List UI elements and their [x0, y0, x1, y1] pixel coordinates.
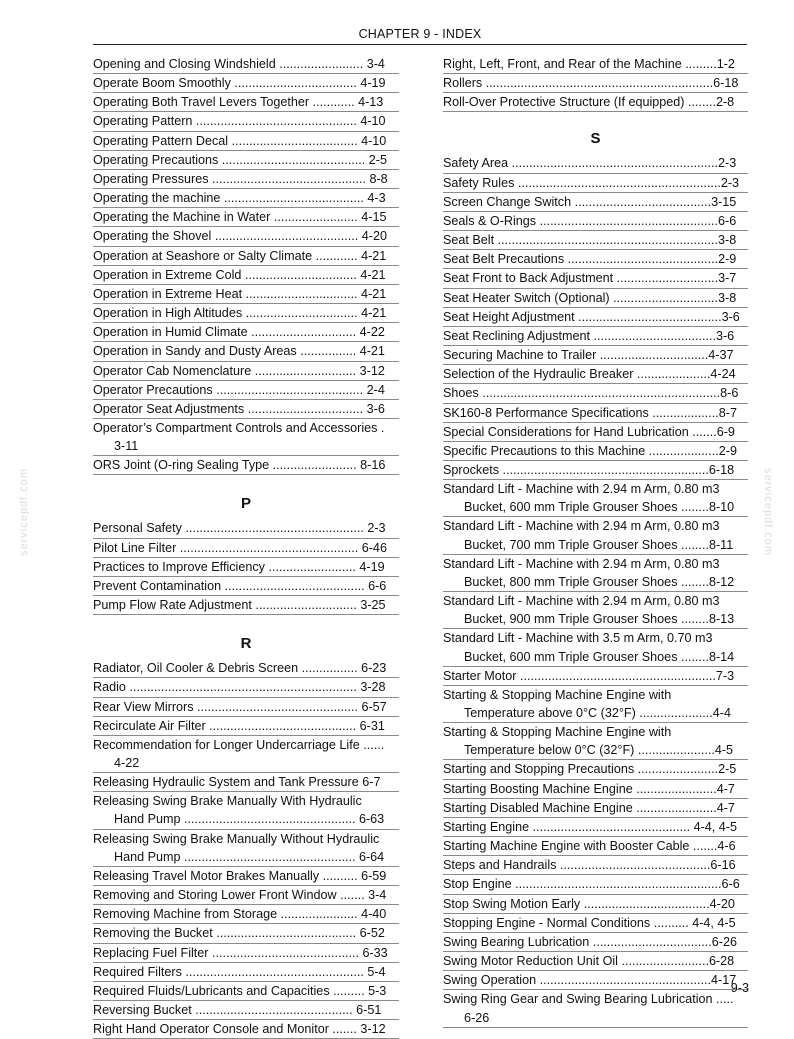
index-entry: Swing Motor Reduction Unit Oil .........................6-28 [443, 952, 748, 971]
index-entry: Screen Change Switch .......................................3-15 [443, 193, 748, 212]
index-entry: Pilot Line Filter ................................................... 6-46 [93, 539, 399, 558]
index-entry: Operation in Extreme Heat ................................ 4-21 [93, 285, 399, 304]
index-entry: Radio ................................................................. 3-28 [93, 678, 399, 697]
index-entry: Opening and Closing Windshield ........................ 3-4 [93, 55, 399, 74]
index-entry: Starting Engine ............................................. 4-4, 4-5 [443, 818, 748, 837]
index-entry: Removing Machine from Storage ...................... 4-40 [93, 905, 399, 924]
index-entry: Prevent Contamination ........................................ 6-6 [93, 577, 399, 596]
index-entry: Radiator, Oil Cooler & Debris Screen ................ 6-23 [93, 659, 399, 678]
index-entry: Removing the Bucket ........................................ 6-52 [93, 924, 399, 943]
index-entry: Starting and Stopping Precautions .......................2-5 [443, 760, 748, 779]
index-entry: Starting Machine Engine with Booster Cable .......4-6 [443, 837, 748, 856]
index-entry: Seat Belt ...............................................................3-8 [443, 231, 748, 250]
index-entry: Pump Flow Rate Adjustment ............................. 3-25 [93, 596, 399, 615]
index-entry: Standard Lift - Machine with 2.94 m Arm, 0.80 m3 Bucket, 700 mm Triple Grouser Shoes ........8-11 [443, 517, 748, 554]
index-entry: Swing Operation .................................................4-17 [443, 971, 748, 990]
index-entry: Operation in Sandy and Dusty Areas ................ 4-21 [93, 342, 399, 361]
index-entry: Operating the machine ........................................ 4-3 [93, 189, 399, 208]
section-letter-s: S [590, 130, 601, 148]
index-entry: Right Hand Operator Console and Monitor ....... 3-12 [93, 1020, 399, 1039]
index-entry: Specific Precautions to this Machine ....................2-9 [443, 442, 748, 461]
index-entry: Operating the Shovel ......................................... 4-20 [93, 227, 399, 246]
index-entry: Standard Lift - Machine with 3.5 m Arm, 0.70 m3 Bucket, 600 mm Triple Grouser Shoes ........8-14 [443, 629, 748, 666]
index-column-left [93, 55, 399, 1039]
index-entry: Roll-Over Protective Structure (If equipped) ........2-8 [443, 93, 748, 112]
index-entry: Recirculate Air Filter .......................................... 6-31 [93, 717, 399, 736]
index-entry: Starter Motor ........................................................7-3 [443, 667, 748, 686]
index-entry: Stopping Engine - Normal Conditions .......... 4-4, 4-5 [443, 914, 748, 933]
index-entry: Operator Precautions .......................................... 2-4 [93, 381, 399, 400]
index-entry: Safety Area ...........................................................2-3 [443, 154, 748, 173]
index-entry: Operating Precautions ......................................... 2-5 [93, 151, 399, 170]
index-entry: Releasing Swing Brake Manually Without Hydraulic Hand Pump ................................................. 6-64 [93, 830, 399, 867]
watermark-left: servicepdf.com [18, 468, 30, 556]
index-entry: Special Considerations for Hand Lubrication .......6-9 [443, 423, 748, 442]
index-entry: Recommendation for Longer Undercarriage Life ...... 4-22 [93, 736, 399, 773]
section-letter-p: P [240, 495, 251, 513]
index-entry: Seat Reclining Adjustment ...................................3-6 [443, 327, 748, 346]
index-entry: Seat Heater Switch (Optional) ..............................3-8 [443, 289, 748, 308]
index-entry: Rear View Mirrors .............................................. 6-57 [93, 698, 399, 717]
index-entry: ORS Joint (O-ring Sealing Type ........................ 8-16 [93, 456, 399, 475]
index-entry: Standard Lift - Machine with 2.94 m Arm, 0.80 m3 Bucket, 600 mm Triple Grouser Shoes ........8-10 [443, 480, 748, 517]
index-entry: Releasing Travel Motor Brakes Manually .......... 6-59 [93, 867, 399, 886]
index-entry: Standard Lift - Machine with 2.94 m Arm, 0.80 m3 Bucket, 800 mm Triple Grouser Shoes ........8-12 [443, 555, 748, 592]
index-entry: Stop Swing Motion Early ....................................4-20 [443, 895, 748, 914]
section-letter-r: R [240, 635, 252, 653]
index-entry: Seals & O-Rings ...................................................6-6 [443, 212, 748, 231]
index-entry: Rollers .................................................................6-18 [443, 74, 748, 93]
index-entry: Operating Pressures ............................................ 8-8 [93, 170, 399, 189]
page-number: 9-3 [730, 981, 749, 995]
index-entry: Operating Pattern Decal .................................... 4-10 [93, 132, 399, 151]
index-entry: Required Fluids/Lubricants and Capacities ......... 5-3 [93, 982, 399, 1001]
index-entry: Operator Seat Adjustments ................................. 3-6 [93, 400, 399, 419]
index-entry: Reversing Bucket ............................................. 6-51 [93, 1001, 399, 1020]
index-entry: Safety Rules ..........................................................2-3 [443, 174, 748, 193]
index-entry: Starting & Stopping Machine Engine with Temperature below 0°C (32°F) ......................4-5 [443, 723, 748, 760]
index-column-right [443, 55, 748, 1028]
index-entry: Selection of the Hydraulic Breaker .....................4-24 [443, 365, 748, 384]
index-entry: Seat Front to Back Adjustment .............................3-7 [443, 269, 748, 288]
index-entry: Operator’s Compartment Controls and Accessories . 3-11 [93, 419, 399, 456]
index-entry: Releasing Hydraulic System and Tank Pressure 6-7 [93, 773, 399, 792]
index-entry: Seat Height Adjustment .........................................3-6 [443, 308, 748, 327]
index-entry: Replacing Fuel Filter .......................................... 6-33 [93, 944, 399, 963]
index-entry: Releasing Swing Brake Manually With Hydraulic Hand Pump ................................................. 6-63 [93, 792, 399, 829]
index-entry: Starting Disabled Machine Engine .......................4-7 [443, 799, 748, 818]
index-entry: Operating Both Travel Levers Together ............ 4-13 [93, 93, 399, 112]
index-entry: Standard Lift - Machine with 2.94 m Arm, 0.80 m3 Bucket, 900 mm Triple Grouser Shoes ........8-13 [443, 592, 748, 629]
index-entry: Securing Machine to Trailer ...............................4-37 [443, 346, 748, 365]
chapter-header: CHAPTER 9 - INDEX [358, 27, 482, 41]
index-entry: Sprockets ...........................................................6-18 [443, 461, 748, 480]
watermark-right: servicepdf.com [762, 468, 774, 556]
index-entry: Operating Pattern .............................................. 4-10 [93, 112, 399, 131]
index-entry: Right, Left, Front, and Rear of the Machine .........1-2 [443, 55, 748, 74]
index-entry: Operation in Extreme Cold ................................ 4-21 [93, 266, 399, 285]
index-entry: Operation in High Altitudes ................................ 4-21 [93, 304, 399, 323]
index-entry: Operating the Machine in Water ........................ 4-15 [93, 208, 399, 227]
index-entry: Operator Cab Nomenclature ............................. 3-12 [93, 362, 399, 381]
index-entry: SK160-8 Performance Specifications ...................8-7 [443, 404, 748, 423]
index-entry: Personal Safety ................................................... 2-3 [93, 519, 399, 538]
index-entry: Starting Boosting Machine Engine .......................4-7 [443, 780, 748, 799]
index-entry: Practices to Improve Efficiency ......................... 4-19 [93, 558, 399, 577]
index-entry: Swing Bearing Lubrication ..................................6-26 [443, 933, 748, 952]
index-entry: Removing and Storing Lower Front Window ....... 3-4 [93, 886, 399, 905]
index-entry: Shoes ....................................................................8-6 [443, 384, 748, 403]
index-entry: Steps and Handrails ...........................................6-16 [443, 856, 748, 875]
index-entry: Operate Boom Smoothly ................................... 4-19 [93, 74, 399, 93]
index-entry: Swing Ring Gear and Swing Bearing Lubrication ..... 6-26 [443, 990, 748, 1027]
index-entry: Seat Belt Precautions ...........................................2-9 [443, 250, 748, 269]
header-rule [93, 44, 747, 45]
index-entry: Starting & Stopping Machine Engine with Temperature above 0°C (32°F) .....................4-4 [443, 686, 748, 723]
index-entry: Required Filters ................................................... 5-4 [93, 963, 399, 982]
index-entry: Stop Engine ...........................................................6-6 [443, 875, 748, 894]
index-entry: Operation at Seashore or Salty Climate ............ 4-21 [93, 247, 399, 266]
index-entry: Operation in Humid Climate .............................. 4-22 [93, 323, 399, 342]
